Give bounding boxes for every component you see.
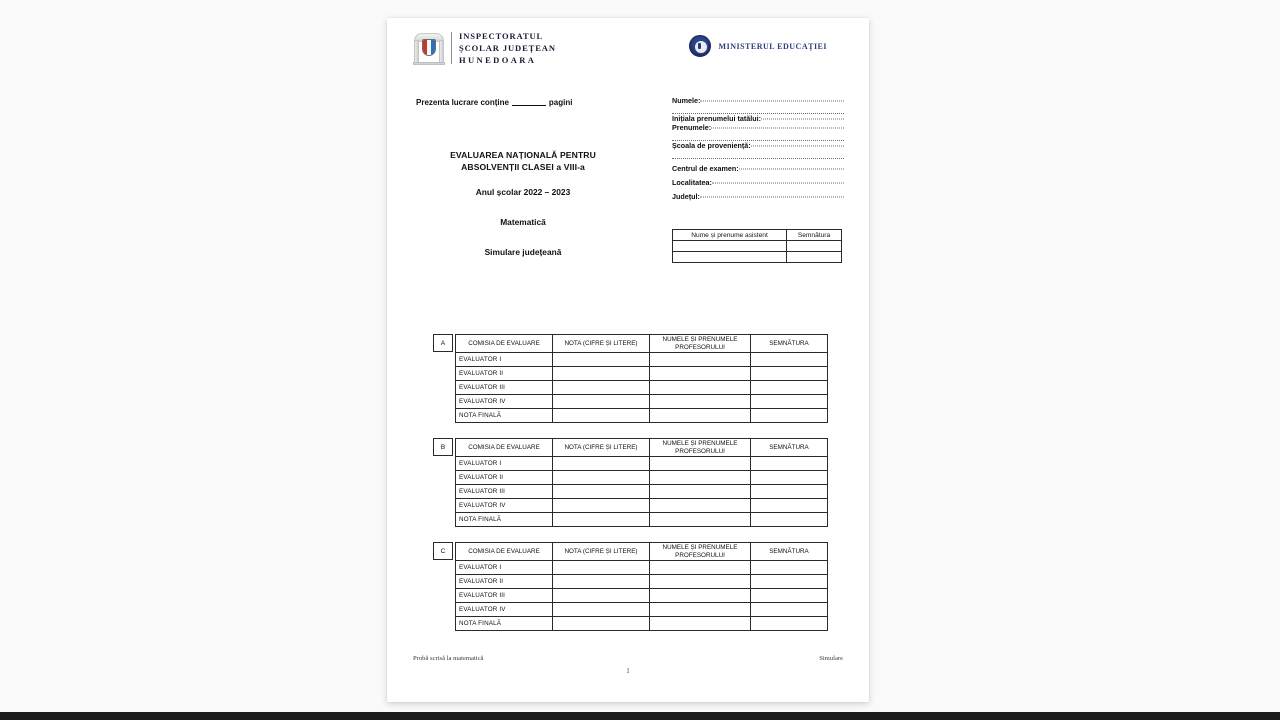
- evaluation-blank-cell[interactable]: [650, 353, 751, 367]
- exam-title-block: [407, 150, 639, 257]
- identity-field-input-line[interactable]: [739, 163, 844, 170]
- inspectorate-name: [459, 30, 556, 66]
- evaluation-row-label: NOTA FINALĂ: [456, 513, 553, 527]
- evaluation-blank-cell[interactable]: [751, 589, 828, 603]
- evaluation-blank-cell[interactable]: [553, 589, 650, 603]
- evaluation-row-label: EVALUATOR III: [456, 381, 553, 395]
- document-header: [413, 30, 843, 76]
- identity-field-input-line[interactable]: [700, 191, 844, 198]
- identity-field-input-line[interactable]: [761, 113, 844, 120]
- identity-field-row: [672, 178, 844, 187]
- evaluation-table-letter: A: [433, 334, 453, 352]
- assistant-signature-table: [672, 229, 842, 263]
- assistant-table-header-row: [673, 230, 842, 241]
- evaluation-blank-cell[interactable]: [751, 381, 828, 395]
- evaluation-blank-cell[interactable]: [650, 485, 751, 499]
- evaluation-table-row: [456, 485, 828, 499]
- evaluation-table-row: [456, 381, 828, 395]
- evaluation-header-cell: COMISIA DE EVALUARE: [456, 439, 553, 457]
- evaluation-header-row: [456, 439, 828, 457]
- evaluation-table-letter: C: [433, 542, 453, 560]
- evaluation-blank-cell[interactable]: [553, 353, 650, 367]
- evaluation-blank-cell[interactable]: [751, 499, 828, 513]
- candidate-identity-form: [672, 96, 844, 201]
- evaluation-blank-cell[interactable]: [751, 395, 828, 409]
- evaluation-blank-cell[interactable]: [553, 513, 650, 527]
- evaluation-blank-cell[interactable]: [751, 485, 828, 499]
- evaluation-blank-cell[interactable]: [553, 561, 650, 575]
- evaluation-header-cell: SEMNĂTURA: [751, 543, 828, 561]
- evaluation-blank-cell[interactable]: [650, 471, 751, 485]
- evaluation-blank-cell[interactable]: [650, 499, 751, 513]
- footer-page-number: 1: [626, 667, 630, 675]
- school-year: Anul școlar 2022 – 2023: [475, 187, 571, 198]
- evaluation-blank-cell[interactable]: [751, 603, 828, 617]
- identity-field-continuation-line[interactable]: [672, 152, 844, 159]
- evaluation-table-row: [456, 603, 828, 617]
- evaluation-header-cell: NOTA (CIFRE ȘI LITERE): [553, 335, 650, 353]
- identity-field-label: Prenumele:: [672, 123, 712, 132]
- footer-right-text: Simulare: [819, 655, 843, 662]
- assistant-table-blank-cell[interactable]: [673, 252, 787, 263]
- identity-field-row: [672, 164, 844, 173]
- evaluation-table-row: [456, 513, 828, 527]
- evaluation-header-cell: COMISIA DE EVALUARE: [456, 335, 553, 353]
- evaluation-blank-cell[interactable]: [553, 603, 650, 617]
- evaluation-table: [455, 334, 828, 423]
- evaluation-row-label: EVALUATOR III: [456, 485, 553, 499]
- assistant-table-header-cell: Semnătura: [787, 230, 842, 241]
- evaluation-row-label: EVALUATOR I: [456, 457, 553, 471]
- evaluation-header-cell: NUMELE ȘI PRENUMELE PROFESORULUI: [650, 439, 751, 457]
- evaluation-table-row: [456, 575, 828, 589]
- exam-subject: Matematică: [500, 217, 546, 228]
- identity-field-row: [672, 192, 844, 201]
- evaluation-blank-cell[interactable]: [650, 381, 751, 395]
- evaluation-blank-cell[interactable]: [650, 561, 751, 575]
- evaluation-header-cell: NUMELE ȘI PRENUMELE PROFESORULUI: [650, 543, 751, 561]
- logo-divider: [451, 32, 452, 64]
- ministry-seal-icon: [689, 35, 711, 57]
- identity-field-row: [672, 141, 844, 150]
- pages-notice-before: Prezenta lucrare conține: [416, 98, 509, 107]
- document-page: [387, 18, 869, 702]
- evaluation-blank-cell[interactable]: [553, 485, 650, 499]
- identity-field-row: [672, 123, 844, 132]
- evaluation-row-label: EVALUATOR IV: [456, 395, 553, 409]
- evaluation-blank-cell[interactable]: [650, 603, 751, 617]
- school-gate-shield-icon: [413, 31, 445, 65]
- assistant-table-blank-cell[interactable]: [787, 252, 842, 263]
- pages-notice-after: pagini: [548, 98, 573, 107]
- evaluation-blank-cell[interactable]: [553, 499, 650, 513]
- evaluation-blank-cell[interactable]: [553, 367, 650, 381]
- evaluation-row-label: NOTA FINALĂ: [456, 617, 553, 631]
- evaluation-table-row: [456, 353, 828, 367]
- evaluation-table-row: [456, 589, 828, 603]
- evaluation-blank-cell[interactable]: [650, 409, 751, 423]
- evaluation-table-row: [456, 457, 828, 471]
- evaluation-table-row: [456, 471, 828, 485]
- evaluation-blank-cell[interactable]: [751, 471, 828, 485]
- evaluation-header-cell: COMISIA DE EVALUARE: [456, 543, 553, 561]
- evaluation-table: [455, 438, 828, 527]
- evaluation-blank-cell[interactable]: [553, 457, 650, 471]
- evaluation-blank-cell[interactable]: [650, 617, 751, 631]
- evaluation-blank-cell[interactable]: [650, 513, 751, 527]
- evaluation-blank-cell[interactable]: [650, 575, 751, 589]
- document-footer: [413, 655, 843, 675]
- evaluation-blank-cell[interactable]: [751, 561, 828, 575]
- evaluation-row-label: NOTA FINALĂ: [456, 409, 553, 423]
- evaluation-header-cell: NUMELE ȘI PRENUMELE PROFESORULUI: [650, 335, 751, 353]
- evaluation-table-row: [456, 561, 828, 575]
- evaluation-table-row: [456, 617, 828, 631]
- evaluation-row-label: EVALUATOR I: [456, 561, 553, 575]
- identity-field-label: Școala de proveniență:: [672, 141, 751, 150]
- identity-field-label: Numele:: [672, 96, 701, 105]
- identity-field-label: Inițiala prenumelui tatălui:: [672, 114, 762, 123]
- evaluation-blank-cell[interactable]: [751, 457, 828, 471]
- identity-field-input-line[interactable]: [751, 140, 844, 147]
- evaluation-header-row: [456, 543, 828, 561]
- evaluation-blank-cell[interactable]: [553, 409, 650, 423]
- evaluation-blank-cell[interactable]: [553, 471, 650, 485]
- evaluation-row-label: EVALUATOR IV: [456, 603, 553, 617]
- pages-count-blank[interactable]: [512, 105, 546, 106]
- evaluation-header-cell: SEMNĂTURA: [751, 335, 828, 353]
- evaluation-row-label: EVALUATOR II: [456, 471, 553, 485]
- evaluation-blank-cell[interactable]: [650, 395, 751, 409]
- footer-left-text: Probă scrisă la matematică: [413, 655, 484, 662]
- evaluation-blank-cell[interactable]: [751, 617, 828, 631]
- evaluation-blank-cell[interactable]: [650, 367, 751, 381]
- exam-type: Simulare județeană: [484, 247, 562, 258]
- evaluation-table-row: [456, 409, 828, 423]
- evaluation-blank-cell[interactable]: [553, 395, 650, 409]
- evaluation-row-label: EVALUATOR I: [456, 353, 553, 367]
- evaluation-blank-cell[interactable]: [650, 589, 751, 603]
- evaluation-row-label: EVALUATOR III: [456, 589, 553, 603]
- identity-field-row: [672, 96, 844, 105]
- inspectorate-line-3: HUNEDOARA: [459, 55, 537, 66]
- assistant-table-blank-cell[interactable]: [673, 241, 787, 252]
- inspectorate-line-1: INSPECTORATUL: [459, 31, 544, 41]
- evaluation-table-row: [456, 499, 828, 513]
- ministry-logo-block: [689, 35, 827, 57]
- evaluation-table-letter: B: [433, 438, 453, 456]
- evaluation-blank-cell[interactable]: [751, 575, 828, 589]
- assistant-table-header-cell: Nume și prenume asistent: [673, 230, 787, 241]
- exam-title-line-1: EVALUAREA NAȚIONALĂ PENTRU: [450, 150, 596, 160]
- evaluation-blank-cell[interactable]: [751, 367, 828, 381]
- bottom-bar: [0, 712, 1280, 720]
- evaluation-blank-cell[interactable]: [751, 513, 828, 527]
- identity-field-label: Centrul de examen:: [672, 164, 739, 173]
- evaluation-row-label: EVALUATOR IV: [456, 499, 553, 513]
- evaluation-blank-cell[interactable]: [751, 409, 828, 423]
- evaluation-table-row: [456, 367, 828, 381]
- assistant-table-row: [673, 252, 842, 263]
- identity-field-label: Județul:: [672, 192, 700, 201]
- evaluation-table: [455, 542, 828, 631]
- identity-field-input-line[interactable]: [711, 122, 844, 129]
- evaluation-header-cell: NOTA (CIFRE ȘI LITERE): [553, 439, 650, 457]
- evaluation-blank-cell[interactable]: [553, 381, 650, 395]
- inspectorate-line-2: ȘCOLAR JUDEȚEAN: [459, 43, 556, 54]
- evaluation-header-cell: SEMNĂTURA: [751, 439, 828, 457]
- pages-count-notice: [416, 98, 572, 107]
- evaluation-blank-cell[interactable]: [751, 353, 828, 367]
- inspectorate-logo-block: [413, 30, 556, 66]
- evaluation-header-row: [456, 335, 828, 353]
- ministry-label: MINISTERUL EDUCAȚIEI: [718, 41, 827, 51]
- evaluation-row-label: EVALUATOR II: [456, 367, 553, 381]
- evaluation-blank-cell[interactable]: [650, 457, 751, 471]
- evaluation-blank-cell[interactable]: [553, 575, 650, 589]
- identity-field-label: Localitatea:: [672, 178, 712, 187]
- evaluation-table-row: [456, 395, 828, 409]
- identity-field-input-line[interactable]: [712, 177, 844, 184]
- assistant-table-row: [673, 241, 842, 252]
- evaluation-blank-cell[interactable]: [553, 617, 650, 631]
- evaluation-row-label: EVALUATOR II: [456, 575, 553, 589]
- assistant-table-blank-cell[interactable]: [787, 241, 842, 252]
- identity-field-input-line[interactable]: [700, 95, 844, 102]
- evaluation-header-cell: NOTA (CIFRE ȘI LITERE): [553, 543, 650, 561]
- exam-title-line-2: ABSOLVENȚII CLASEI a VIII-a: [461, 161, 585, 172]
